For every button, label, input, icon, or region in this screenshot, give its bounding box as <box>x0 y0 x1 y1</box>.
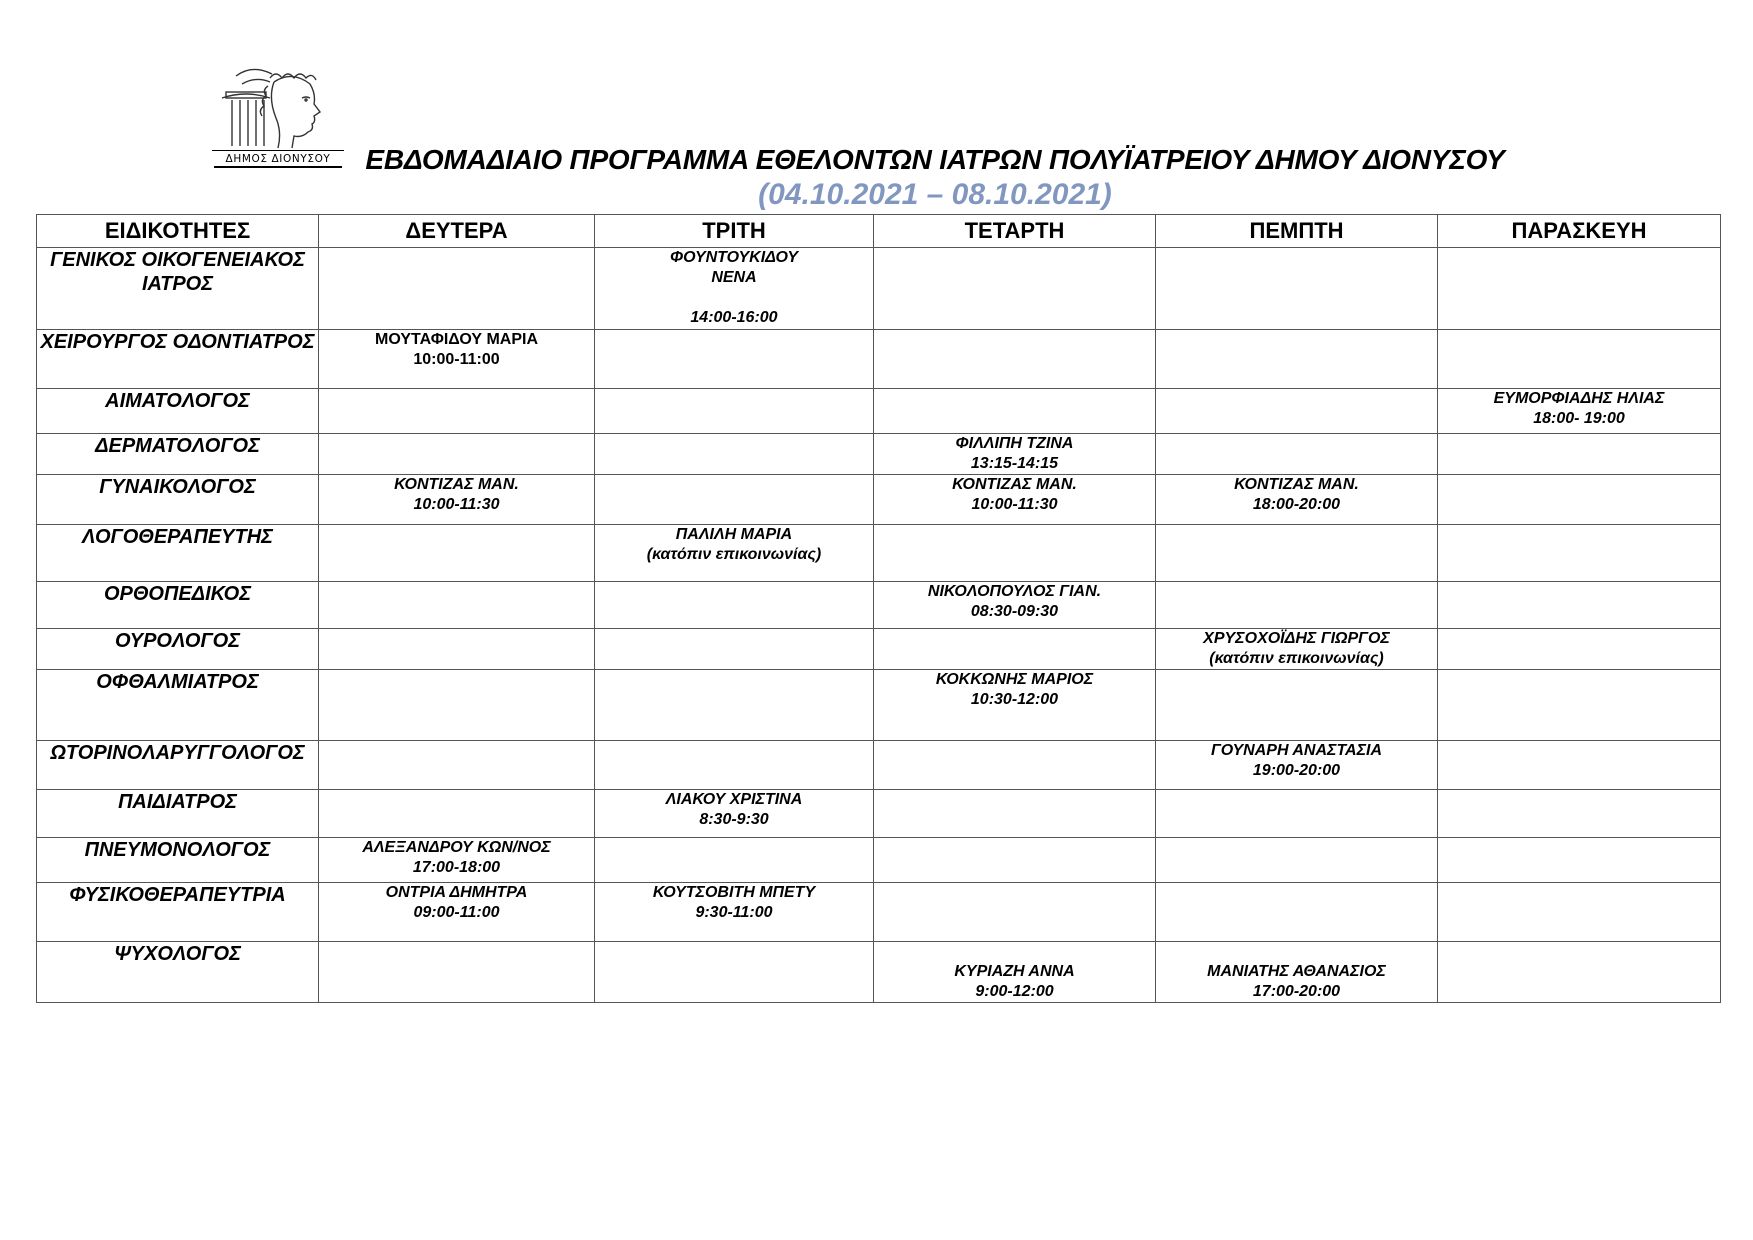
schedule-cell-thursday <box>1156 525 1438 582</box>
schedule-cell-tuesday <box>595 838 874 883</box>
table-header-row <box>37 215 1721 248</box>
schedule-cell-tuesday <box>595 670 874 741</box>
date-range: (04.10.2021 – 08.10.2021) <box>758 178 1112 211</box>
schedule-cell-thursday <box>1156 389 1438 434</box>
table-row <box>37 582 1721 629</box>
specialty-cell: ΛΟΓΟΘΕΡΑΠΕΥΤΗΣ <box>37 525 319 582</box>
schedule-cell-monday <box>319 582 595 629</box>
table-row <box>37 330 1721 389</box>
specialty-cell: ΑΙΜΑΤΟΛΟΓΟΣ <box>37 389 319 434</box>
schedule-cell-thursday <box>1156 790 1438 838</box>
specialty-cell: ΓΕΝΙΚΟΣ ΟΙΚΟΓΕΝΕΙΑΚΟΣ ΙΑΤΡΟΣ <box>37 248 319 330</box>
schedule-cell-thursday <box>1156 838 1438 883</box>
schedule-cell-friday <box>1438 838 1721 883</box>
table-row <box>37 525 1721 582</box>
schedule-cell-monday <box>319 670 595 741</box>
schedule-cell-wednesday <box>874 741 1156 790</box>
schedule-cell-thursday <box>1156 670 1438 741</box>
specialty-cell: ΦΥΣΙΚΟΘΕΡΑΠΕΥΤΡΙΑ <box>37 883 319 942</box>
table-row <box>37 389 1721 434</box>
schedule-cell-wednesday: ΦΙΛΛΙΠΗ ΤΖΙΝΑ 13:15-14:15 <box>874 434 1156 475</box>
schedule-cell-thursday <box>1156 883 1438 942</box>
schedule-cell-tuesday <box>595 330 874 389</box>
schedule-cell-monday <box>319 942 595 1003</box>
column-header-friday: ΠΑΡΑΣΚΕΥΗ <box>1438 215 1721 248</box>
schedule-cell-tuesday <box>595 582 874 629</box>
schedule-cell-wednesday <box>874 883 1156 942</box>
schedule-cell-wednesday <box>874 790 1156 838</box>
dionysus-head-icon <box>212 62 344 150</box>
schedule-cell-wednesday: ΚΥΡΙΑΖΗ ΑΝΝΑ 9:00-12:00 <box>874 942 1156 1003</box>
schedule-cell-wednesday <box>874 248 1156 330</box>
column-header-thursday: ΠΕΜΠΤΗ <box>1156 215 1438 248</box>
schedule-cell-friday <box>1438 790 1721 838</box>
schedule-cell-wednesday <box>874 525 1156 582</box>
specialty-cell: ΔΕΡΜΑΤΟΛΟΓΟΣ <box>37 434 319 475</box>
table-row <box>37 790 1721 838</box>
schedule-cell-monday: ΜΟΥΤΑΦΙΔΟΥ ΜΑΡΙΑ 10:00-11:00 <box>319 330 595 389</box>
schedule-cell-tuesday: ΠΑΛΙΛΗ ΜΑΡΙΑ (κατόπιν επικοινωνίας) <box>595 525 874 582</box>
column-header-specialties: ΕΙΔΙΚΟΤΗΤΕΣ <box>37 215 319 248</box>
schedule-cell-friday <box>1438 629 1721 670</box>
schedule-cell-monday <box>319 790 595 838</box>
table-row <box>37 741 1721 790</box>
schedule-cell-friday <box>1438 330 1721 389</box>
schedule-cell-thursday <box>1156 434 1438 475</box>
schedule-cell-friday <box>1438 475 1721 525</box>
schedule-cell-wednesday: ΚΟΚΚΩΝΗΣ ΜΑΡΙΟΣ 10:30-12:00 <box>874 670 1156 741</box>
schedule-cell-tuesday <box>595 475 874 525</box>
table-row <box>37 838 1721 883</box>
schedule-cell-thursday: ΧΡΥΣΟΧΟΪΔΗΣ ΓΙΩΡΓΟΣ (κατόπιν επικοινωνίας) <box>1156 629 1438 670</box>
schedule-cell-wednesday <box>874 330 1156 389</box>
schedule-cell-thursday <box>1156 582 1438 629</box>
column-header-monday: ΔΕΥΤΕΡΑ <box>319 215 595 248</box>
schedule-cell-monday <box>319 741 595 790</box>
schedule-cell-thursday <box>1156 330 1438 389</box>
schedule-cell-friday <box>1438 434 1721 475</box>
specialty-cell: ΨΥΧΟΛΟΓΟΣ <box>37 942 319 1003</box>
specialty-cell: ΟΥΡΟΛΟΓΟΣ <box>37 629 319 670</box>
logo-caption: ΔΗΜΟΣ ΔΙΟΝΥΣΟΥ <box>212 150 344 165</box>
table-row <box>37 248 1721 330</box>
schedule-cell-thursday: ΜΑΝΙΑΤΗΣ ΑΘΑΝΑΣΙΟΣ 17:00-20:00 <box>1156 942 1438 1003</box>
schedule-cell-friday <box>1438 582 1721 629</box>
table-row <box>37 883 1721 942</box>
schedule-cell-wednesday <box>874 389 1156 434</box>
schedule-cell-wednesday <box>874 629 1156 670</box>
schedule-cell-monday <box>319 525 595 582</box>
specialty-cell: ΩΤΟΡΙΝΟΛΑΡΥΓΓΟΛΟΓΟΣ <box>37 741 319 790</box>
schedule-cell-tuesday <box>595 741 874 790</box>
column-header-wednesday: ΤΕΤΑΡΤΗ <box>874 215 1156 248</box>
schedule-cell-monday: ΟΝΤΡΙΑ ΔΗΜΗΤΡΑ 09:00-11:00 <box>319 883 595 942</box>
schedule-cell-thursday <box>1156 248 1438 330</box>
schedule-cell-friday <box>1438 883 1721 942</box>
schedule-cell-friday <box>1438 248 1721 330</box>
specialty-cell: ΟΡΘΟΠΕΔΙΚΟΣ <box>37 582 319 629</box>
schedule-cell-monday <box>319 629 595 670</box>
schedule-cell-thursday: ΓΟΥΝΑΡΗ ΑΝΑΣΤΑΣΙΑ 19:00-20:00 <box>1156 741 1438 790</box>
schedule-cell-thursday: ΚΟΝΤΙΖΑΣ ΜΑΝ. 18:00-20:00 <box>1156 475 1438 525</box>
schedule-cell-monday <box>319 389 595 434</box>
schedule-cell-tuesday: ΦΟΥΝΤΟΥΚΙΔΟΥ ΝΕΝΑ 14:00-16:00 <box>595 248 874 330</box>
specialty-cell: ΓΥΝΑΙΚΟΛΟΓΟΣ <box>37 475 319 525</box>
schedule-cell-monday: ΑΛΕΞΑΝΔΡΟΥ ΚΩΝ/ΝΟΣ 17:00-18:00 <box>319 838 595 883</box>
schedule-cell-wednesday: ΝΙΚΟΛΟΠΟΥΛΟΣ ΓΙΑΝ. 08:30-09:30 <box>874 582 1156 629</box>
schedule-cell-friday <box>1438 741 1721 790</box>
specialty-cell: ΠΝΕΥΜΟΝΟΛΟΓΟΣ <box>37 838 319 883</box>
schedule-cell-tuesday <box>595 434 874 475</box>
table-row <box>37 629 1721 670</box>
schedule-cell-friday <box>1438 942 1721 1003</box>
schedule-cell-friday <box>1438 525 1721 582</box>
schedule-cell-wednesday <box>874 838 1156 883</box>
page-title: ΕΒΔΟΜΑΔΙΑΙΟ ΠΡΟΓΡΑΜΜΑ ΕΘΕΛΟΝΤΩΝ ΙΑΤΡΩΝ ΠΟΛΥΪΑΤΡΕΙΟΥ ΔΗΜΟΥ ΔΙΟΝΥΣΟΥ <box>365 144 1505 175</box>
schedule-cell-tuesday: ΛΙΑΚΟΥ ΧΡΙΣΤΙΝΑ 8:30-9:30 <box>595 790 874 838</box>
table-row <box>37 434 1721 475</box>
table-row <box>37 475 1721 525</box>
schedule-cell-tuesday <box>595 389 874 434</box>
schedule-cell-tuesday: ΚΟΥΤΣΟΒΙΤΗ ΜΠΕΤΥ 9:30-11:00 <box>595 883 874 942</box>
schedule-cell-friday <box>1438 670 1721 741</box>
schedule-cell-monday <box>319 434 595 475</box>
schedule-cell-tuesday <box>595 629 874 670</box>
schedule-cell-friday: ΕΥΜΟΡΦΙΑΔΗΣ ΗΛΙΑΣ 18:00- 19:00 <box>1438 389 1721 434</box>
schedule-cell-monday <box>319 248 595 330</box>
schedule-cell-wednesday: ΚΟΝΤΙΖΑΣ ΜΑΝ. 10:00-11:30 <box>874 475 1156 525</box>
table-row <box>37 670 1721 741</box>
specialty-cell: ΟΦΘΑΛΜΙΑΤΡΟΣ <box>37 670 319 741</box>
column-header-tuesday: ΤΡΙΤΗ <box>595 215 874 248</box>
schedule-cell-tuesday <box>595 942 874 1003</box>
table-row <box>37 942 1721 1003</box>
schedule-cell-monday: ΚΟΝΤΙΖΑΣ ΜΑΝ. 10:00-11:30 <box>319 475 595 525</box>
specialty-cell: ΧΕΙΡΟΥΡΓΟΣ ΟΔΟΝΤΙΑΤΡΟΣ <box>37 330 319 389</box>
specialty-cell: ΠΑΙΔΙΑΤΡΟΣ <box>37 790 319 838</box>
schedule-table <box>36 214 1721 1003</box>
